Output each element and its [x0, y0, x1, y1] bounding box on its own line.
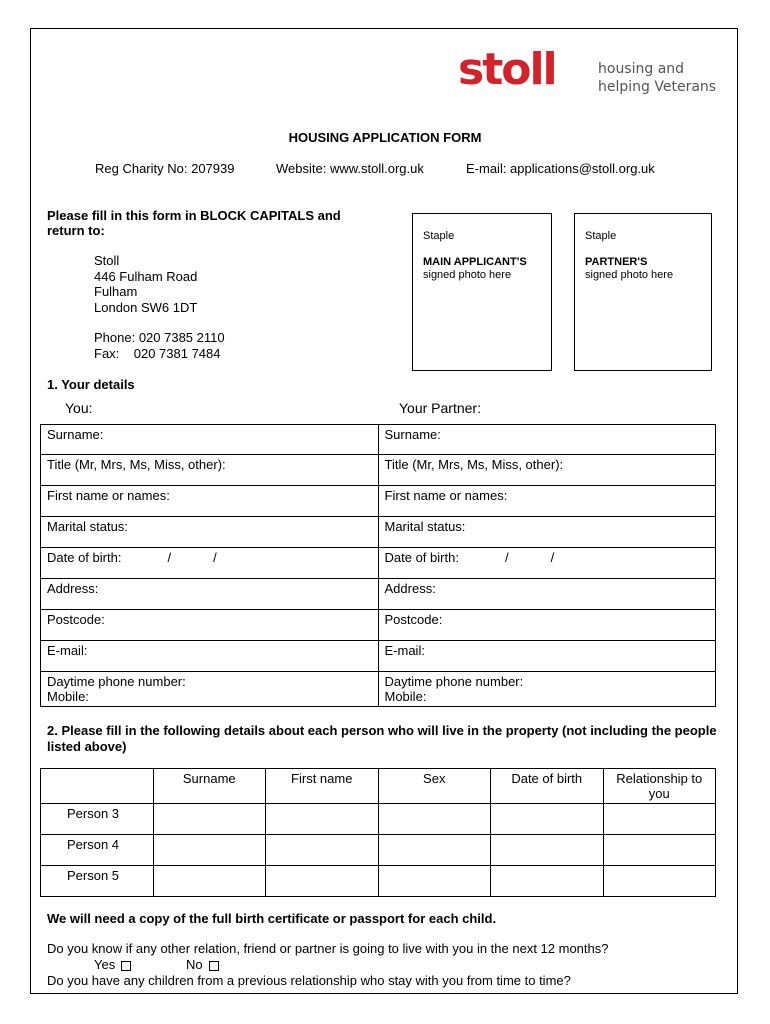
photo-label: PARTNER'S: [585, 256, 648, 268]
cell-input[interactable]: [378, 866, 491, 897]
marital-status-field[interactable]: Marital status:: [41, 517, 379, 548]
partner-photo-box[interactable]: [574, 213, 712, 371]
col-surname: Surname: [153, 769, 266, 804]
cell-input[interactable]: [266, 804, 379, 835]
dob-separator: /: [167, 550, 172, 565]
table-row: [41, 866, 716, 897]
cell-input[interactable]: [153, 866, 266, 897]
partner-surname-field[interactable]: Surname:: [378, 425, 716, 455]
partner-dob-field[interactable]: Date of birth: / /: [378, 548, 716, 579]
partner-heading: Your Partner:: [399, 400, 481, 416]
header-blank: [41, 769, 154, 804]
photo-note: signed photo here: [585, 269, 674, 281]
address-line: Fulham: [94, 284, 138, 299]
you-heading: You:: [65, 400, 93, 416]
details-table: [40, 424, 716, 707]
cell-input[interactable]: [153, 835, 266, 866]
partner-title-field[interactable]: Title (Mr, Mrs, Ms, Miss, other):: [378, 455, 716, 486]
phone-number: Phone: 020 7385 2110: [94, 330, 225, 345]
partner-address-field[interactable]: Address:: [378, 579, 716, 610]
table-row: [41, 804, 716, 835]
address-line: 446 Fulham Road: [94, 268, 198, 284]
birth-certificate-note: We will need a copy of the full birth certificate or passport for each child.: [47, 911, 497, 926]
postcode-field[interactable]: Postcode:: [41, 610, 379, 641]
form-title: HOUSING APPLICATION FORM: [288, 130, 482, 145]
dob-field[interactable]: Date of birth: / /: [41, 548, 379, 579]
email-contact: E-mail: applications@stoll.org.uk: [466, 161, 655, 176]
logo-tagline: [598, 60, 716, 96]
question-children: Do you have any children from a previous relationship who stay with you from time to time?: [47, 973, 571, 988]
address-line: London SW6 1DT: [94, 299, 198, 315]
tagline-line-1: housing and: [598, 61, 685, 77]
cell-input[interactable]: [378, 804, 491, 835]
website: Website: www.stoll.org.uk: [276, 161, 424, 176]
partner-first-names-field[interactable]: First name or names:: [378, 486, 716, 517]
cell-input[interactable]: [603, 804, 716, 835]
no-option[interactable]: No: [186, 957, 219, 972]
cell-input[interactable]: [266, 866, 379, 897]
dob-separator: /: [504, 550, 509, 565]
col-first-name: First name: [266, 769, 379, 804]
staple-label: Staple: [585, 230, 617, 242]
dob-separator: /: [550, 550, 555, 565]
cell-input[interactable]: [491, 804, 604, 835]
section-1-heading: 1. Your details: [47, 377, 135, 392]
dob-separator: /: [213, 550, 217, 565]
partner-email-field[interactable]: E-mail:: [378, 641, 716, 672]
partner-marital-status-field[interactable]: Marital status:: [378, 517, 716, 548]
email-field[interactable]: E-mail:: [41, 641, 379, 672]
no-checkbox[interactable]: [209, 961, 219, 971]
yes-option[interactable]: Yes: [94, 957, 131, 972]
address-field[interactable]: Address:: [41, 579, 379, 610]
tagline-line-2: helping Veterans: [598, 79, 717, 95]
col-sex: Sex: [378, 769, 491, 804]
return-address: [94, 253, 197, 315]
photo-note: signed photo here: [423, 269, 512, 281]
address-line: Stoll: [94, 253, 120, 268]
fax-number: Fax: 020 7381 7484: [94, 345, 221, 361]
surname-field[interactable]: Surname:: [41, 425, 379, 455]
household-table: [40, 768, 716, 897]
question-relation: Do you know if any other relation, friend or partner is going to live with you in the next 12 months?: [47, 941, 609, 956]
stoll-logo: stoll: [458, 44, 556, 95]
phone-field[interactable]: Daytime phone number: Mobile:: [41, 672, 379, 707]
cell-input[interactable]: [378, 835, 491, 866]
phone-fax: [94, 330, 225, 361]
main-applicant-photo-box[interactable]: [412, 213, 552, 371]
staple-label: Staple: [423, 230, 455, 242]
charity-number: Reg Charity No: 207939: [95, 161, 235, 176]
row-label: Person 3: [41, 804, 154, 835]
row-label: Person 5: [41, 866, 154, 897]
table-row: [41, 835, 716, 866]
photo-label: MAIN APPLICANT'S: [423, 256, 527, 268]
cell-input[interactable]: [603, 866, 716, 897]
partner-postcode-field[interactable]: Postcode:: [378, 610, 716, 641]
cell-input[interactable]: [153, 804, 266, 835]
cell-input[interactable]: [491, 866, 604, 897]
cell-input[interactable]: [603, 835, 716, 866]
cell-input[interactable]: [491, 835, 604, 866]
yes-checkbox[interactable]: [121, 961, 131, 971]
title-field[interactable]: Title (Mr, Mrs, Ms, Miss, other):: [41, 455, 379, 486]
cell-input[interactable]: [266, 835, 379, 866]
intro-instructions: Please fill in this form in BLOCK CAPITALS and return to:: [47, 208, 341, 238]
first-names-field[interactable]: First name or names:: [41, 486, 379, 517]
col-relationship: Relationship to you: [603, 769, 716, 804]
row-label: Person 4: [41, 835, 154, 866]
partner-phone-field[interactable]: Daytime phone number: Mobile:: [378, 672, 716, 707]
section-2-heading: 2. Please fill in the following details about each person who will live in the property (not including the people listed above): [47, 723, 717, 754]
col-dob: Date of birth: [491, 769, 604, 804]
